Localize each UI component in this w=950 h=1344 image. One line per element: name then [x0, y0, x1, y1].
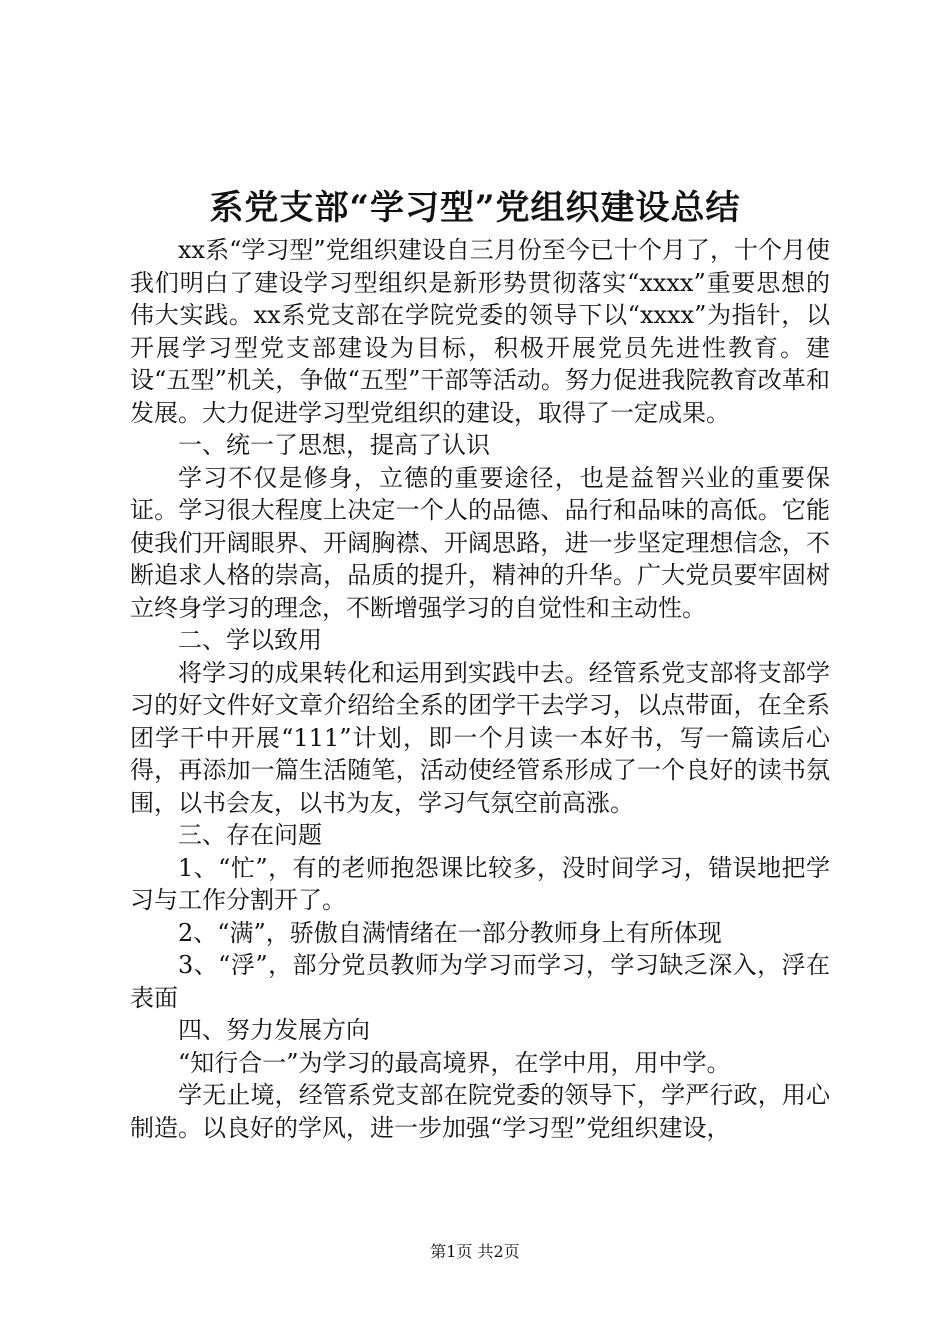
section-heading-4: 四、努力发展方向 — [178, 1016, 370, 1044]
section-heading-3: 三、存在问题 — [178, 821, 322, 849]
paragraph-section-4-b: 学无止境，经管系党支部在院党委的领导下，学严行政，用心制造。以良好的学风，进一步加强“学习型”党组织建设， — [130, 1081, 830, 1142]
section-heading-1: 一、统一了思想，提高了认识 — [178, 431, 490, 459]
document-body — [130, 234, 830, 1144]
section-heading-2: 二、学以致用 — [178, 626, 322, 654]
problem-item-2: 2、“满”，骄傲自满情绪在一部分教师身上有所体现 — [178, 918, 722, 947]
problem-item-1: 1、“忙”，有的老师抱怨课比较多，没时间学习，错误地把学习与工作分割开了。 — [130, 853, 830, 914]
paragraph-section-4-a: “知行合一”为学习的最高境界，在学中用，用中学。 — [178, 1048, 731, 1077]
page-title: 系党支部“学习型”党组织建设总结 — [209, 188, 741, 228]
paragraph-intro: xx系“学习型”党组织建设自三月份至今已十个月了，十个月使我们明白了建设学习型组织是新形势贯彻落实“xxxx”重要思想的伟大实践。xx系党支部在学院党委的领导下以“xxxx”为指针，以开展学习型党支部建设为目标，积极开展党员先进性教育。建设“五型”机关，争做“五型”干部等活动。努力促进我院教育改革和发展。大力促进学习型党组织的建设，取得了一定成果。 — [130, 236, 830, 427]
page-number-footer: 第1页 共2页 — [430, 1242, 520, 1261]
paragraph-section-2: 将学习的成果转化和运用到实践中去。经管系党支部将支部学习的好文件好文章介绍给全系的团学干去学习，以点带面，在全系团学干中开展“111”计划，即一个月读一本好书，写一篇读后心得，再添加一篇生活随笔，活动使经管系形成了一个良好的读书氛围，以书会友，以书为友，学习气氛空前高涨。 — [130, 658, 830, 817]
paragraph-section-1: 学习不仅是修身，立德的重要途径，也是益智兴业的重要保证。学习很大程度上决定一个人的品德、品行和品味的高低。它能使我们开阔眼界、开阔胸襟、开阔思路，进一步坚定理想信念，不断追求人格的崇高，品质的提升，精神的升华。广大党员要牢固树立终身学习的理念，不断增强学习的自觉性和主动性。 — [130, 463, 830, 622]
problem-item-3: 3、“浮”，部分党员教师为学习而学习，学习缺乏深入，浮在表面 — [130, 951, 830, 1012]
